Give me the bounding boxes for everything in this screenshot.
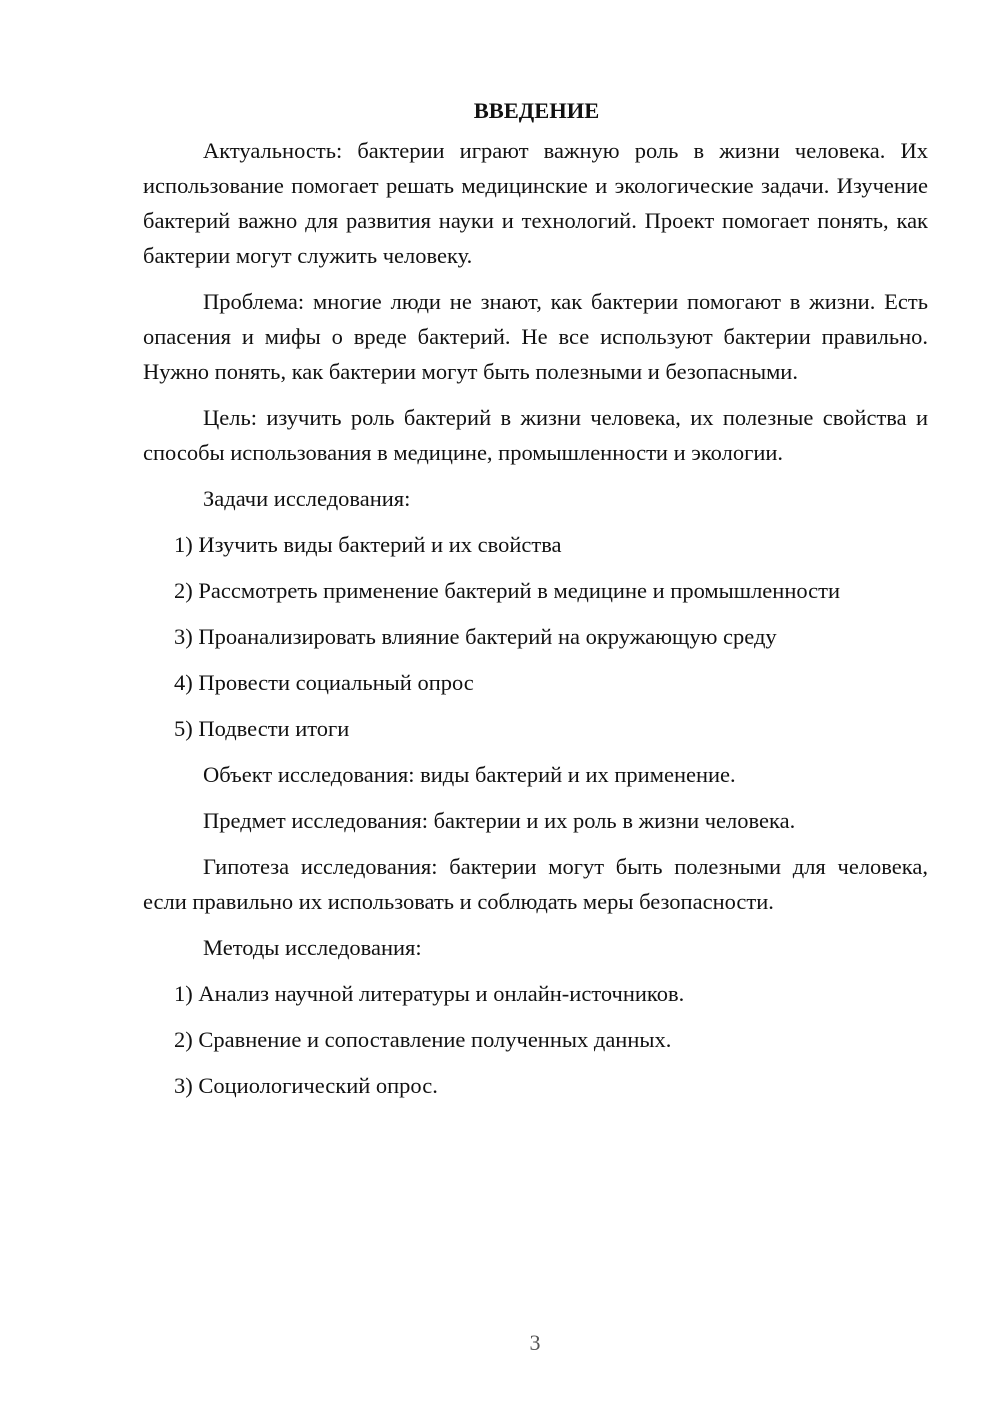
task-item: 5) Подвести итоги bbox=[174, 716, 350, 741]
task-item: 2) Рассмотреть применение бактерий в медицине и промышленности bbox=[174, 578, 841, 603]
method-item: 1) Анализ научной литературы и онлайн-источников. bbox=[174, 981, 685, 1006]
document-page bbox=[143, 93, 928, 1114]
section-title: ВВЕДЕНИЕ bbox=[473, 98, 600, 123]
tasks-list bbox=[143, 527, 928, 746]
goal-paragraph: Цель: изучить роль бактерий в жизни человека, их полезные свойства и способы использования в медицине, промышленности и экологии. bbox=[143, 405, 928, 465]
problem-paragraph: Проблема: многие люди не знают, как бактерии помогают в жизни. Есть опасения и мифы о вреде бактерий. Не все используют бактерии правильно. Нужно понять, как бактерии могут быть полезными и безопасными. bbox=[143, 289, 928, 384]
research-object: Объект исследования: виды бактерий и их применение. bbox=[203, 762, 736, 787]
tasks-heading: Задачи исследования: bbox=[203, 486, 411, 511]
methods-heading: Методы исследования: bbox=[203, 935, 422, 960]
method-item: 3) Социологический опрос. bbox=[174, 1073, 438, 1098]
page-number: 3 bbox=[529, 1330, 541, 1355]
hypothesis-paragraph: Гипотеза исследования: бактерии могут быть полезными для человека, если правильно их использовать и соблюдать меры безопасности. bbox=[143, 854, 928, 914]
task-item: 3) Проанализировать влияние бактерий на окружающую среду bbox=[174, 624, 777, 649]
task-item: 4) Провести социальный опрос bbox=[174, 670, 474, 695]
methods-list bbox=[143, 976, 928, 1103]
task-item: 1) Изучить виды бактерий и их свойства bbox=[174, 532, 562, 557]
research-subject: Предмет исследования: бактерии и их роль в жизни человека. bbox=[203, 808, 796, 833]
method-item: 2) Сравнение и сопоставление полученных данных. bbox=[174, 1027, 672, 1052]
relevance-paragraph: Актуальность: бактерии играют важную роль в жизни человека. Их использование помогает решать медицинские и экологические задачи. Изучение бактерий важно для развития науки и технологий. Проект помогает понять, как бактерии могут служить человеку. bbox=[143, 138, 928, 268]
